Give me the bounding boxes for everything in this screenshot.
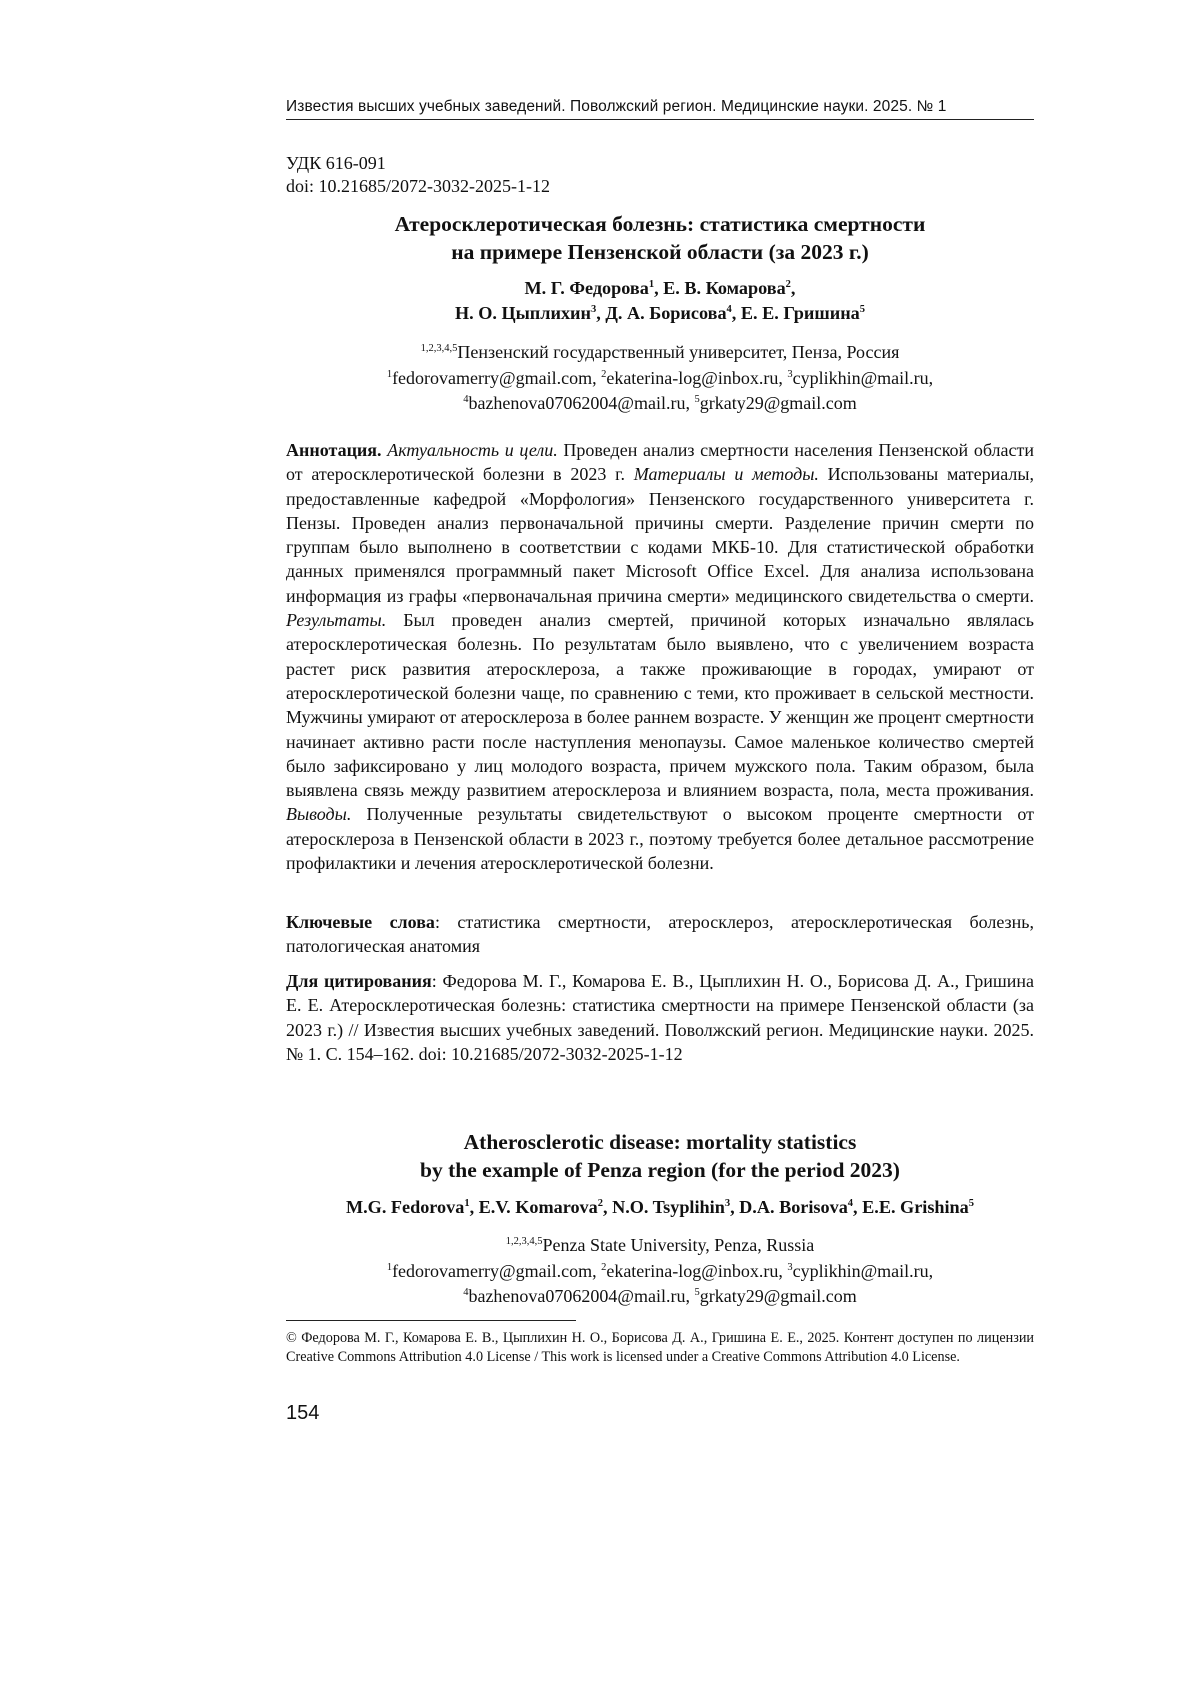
author-name: Д. А. Борисова — [605, 303, 727, 323]
footnote-divider — [286, 1320, 576, 1321]
author-sup: 5 — [859, 304, 866, 315]
authors-line-1: М. Г. Федорова$^1$, Е. В. Комарова$^2$, — [524, 278, 796, 298]
abstract-text: Полученные результаты свидетельствуют о высоком проценте смертности от атеросклероза в Пензенской области в 2023 г., поэтому требуется более детальное рассмотрение профилактики и лечения атеросклеротической болезни. — [286, 804, 1034, 874]
en-title-line-2: by the example of Penza region (for the period 2023) — [420, 1158, 900, 1182]
email-link[interactable]: fedorovamerry@gmail.com — [392, 1261, 593, 1281]
author-name: M.G. Fedorova — [345, 1197, 465, 1217]
email-link[interactable]: ekaterina-log@inbox.ru — [606, 1261, 779, 1281]
abstract-label: Аннотация. — [286, 440, 382, 460]
keywords — [286, 910, 1034, 959]
email-link[interactable]: bazhenova07062004@mail.ru — [468, 1286, 686, 1306]
affiliation-text: Пензенский государственный университет, Пенза, Россия — [457, 342, 900, 362]
title-line-2: на примере Пензенской области (за 2023 г.) — [451, 240, 869, 264]
email-link[interactable]: ekaterina-log@inbox.ru — [606, 368, 779, 388]
abstract-subheading: Актуальность и цели. — [387, 440, 558, 460]
citation-label: Для цитирования — [286, 971, 432, 991]
keywords-text: : статистика смертности, атеросклероз, атеросклеротическая болезнь, патологическая анатомия — [286, 912, 1035, 957]
article-meta — [286, 152, 550, 198]
author-sup: 3 — [591, 304, 597, 315]
running-header: Известия высших учебных заведений. Поволжский регион. Медицинские науки. 2025. № 1 — [286, 98, 1034, 120]
author-name: Е. Е. Гришина — [740, 303, 860, 323]
abstract-subheading: Выводы. — [286, 804, 352, 825]
authors-line-2: Н. О. Цыплихин$^3$, Д. А. Борисова$^4$, Е. Е. Гришина$^5$ — [454, 303, 866, 323]
author-sup: 2 — [785, 279, 791, 290]
udk-code: УДК 616-091 — [286, 153, 386, 173]
title-line-1: Атеросклеротическая болезнь: статистика смертности — [394, 212, 926, 236]
emails-ru: $^1$fedorovamerry@gmail.com, $^2$ekaterina-log@inbox.ru, $^3$cyplikhin@mail.ru, $^4$bazhenova07062004@mail.ru, $^5$grkaty29@gmail.com — [386, 368, 934, 413]
author-name: N.O. Tsyplihin — [612, 1197, 725, 1217]
abstract-text: Использованы материалы, предоставленные кафедрой «Морфология» Пензенского государственного университета г. Пензы. Проведен анализ первоначальной причины смерти. Разделение причин смерти по группам было выполнено в соответствии с кодами МКБ-10. Для статистической обработки данных применялся программный пакет Microsoft Office Excel. Для анализа использована информация из графы «первоначальная причина смерти» медицинского свидетельства о смерти. — [286, 464, 1034, 606]
email-link[interactable]: grkaty29@gmail.com — [699, 1286, 857, 1306]
citation — [286, 969, 1034, 1066]
abstract-text: Проведен анализ смертности населения Пензенской области от атеросклеротической болезни в 2023 г. — [286, 440, 1034, 485]
authors-en: M.G. Fedorova$^1$, E.V. Komarova$^2$, N.O. Tsyplihin$^3$, D.A. Borisova$^4$, E.E. Grishina$^5$ — [345, 1197, 975, 1217]
doi: doi: 10.21685/2072-3032-2025-1-12 — [286, 176, 550, 196]
author-name: E.V. Komarova — [478, 1197, 598, 1217]
email-link[interactable]: cyplikhin@mail.ru — [792, 1261, 929, 1281]
en-title-line-1: Atherosclerotic disease: mortality statistics — [463, 1130, 857, 1154]
email-link[interactable]: grkaty29@gmail.com — [699, 393, 857, 413]
affiliation-ru — [286, 340, 1034, 364]
article-title-ru — [286, 210, 1034, 266]
abstract — [286, 438, 1034, 875]
authors-ru — [286, 276, 1034, 326]
copyright-footnote: © Федорова М. Г., Комарова Е. В., Цыплихин Н. О., Борисова Д. А., Гришина Е. Е., 2025. Контент доступен по лицензии Creative Commons Attribution 4.0 License / This work is licensed under a Creative Commons Attribution 4.0 License. — [286, 1330, 1034, 1365]
author-name: Н. О. Цыплихин — [454, 303, 592, 323]
emails-en: $^1$fedorovamerry@gmail.com, $^2$ekaterina-log@inbox.ru, $^3$cyplikhin@mail.ru, $^4$bazhenova07062004@mail.ru, $^5$grkaty29@gmail.com — [386, 1261, 934, 1306]
citation-text: : Федорова М. Г., Комарова Е. В., Цыплихин Н. О., Борисова Д. А., Гришина Е. Е. Атеросклеротическая болезнь: статистика смертности на примере Пензенской области (за 2023 г.) // Известия высших учебных заведений. Поволжский регион. Медицинские науки. 2025. № 1. С. 154–162. doi: 10.21685/2072-3032-2025-1-12 — [286, 971, 1034, 1064]
affiliation-en: $^{1,2,3,4,5}$Penza State University, Penza, Russia — [505, 1235, 815, 1255]
author-name: М. Г. Федорова — [524, 278, 649, 298]
abstract-subheading: Материалы и методы. — [633, 464, 819, 485]
email-link[interactable]: bazhenova07062004@mail.ru — [468, 393, 686, 413]
author-sup: 4 — [726, 304, 732, 315]
affiliation-sup: 1,2,3,4,5 — [420, 343, 458, 354]
affiliation-text: Penza State University, Penza, Russia — [542, 1235, 815, 1255]
email-link[interactable]: fedorovamerry@gmail.com — [392, 368, 593, 388]
author-name: E.E. Grishina — [862, 1197, 969, 1217]
author-sup: 1 — [648, 279, 655, 290]
keywords-label: Ключевые слова — [286, 912, 435, 932]
author-name: Е. В. Комарова — [663, 278, 786, 298]
email-link[interactable]: cyplikhin@mail.ru — [792, 368, 929, 388]
article-title-en — [286, 1128, 1034, 1184]
abstract-subheading: Результаты. — [286, 610, 387, 631]
author-name: D.A. Borisova — [739, 1197, 848, 1217]
abstract-text: Был проведен анализ смертей, причиной которых изначально являлась атеросклеротическая болезнь. По результатам было выявлено, что с увеличением возраста растет риск развития атеросклероза, а также проживающие в городах, умирают от атеросклеротической болезни чаще, по сравнению с теми, кто проживает в сельской местности. Мужчины умирают от атеросклероза в более раннем возрасте. У женщин же процент смертности начинает активно расти после наступления менопаузы. Самое маленькое количество смертей было зафиксировано у лиц молодого возраста, причем мужского пола. Таким образом, была выявлена связь между развитием атеросклероза и влиянием возраста, пола, места проживания. — [286, 610, 1034, 801]
page-number: 154 — [286, 1402, 320, 1424]
